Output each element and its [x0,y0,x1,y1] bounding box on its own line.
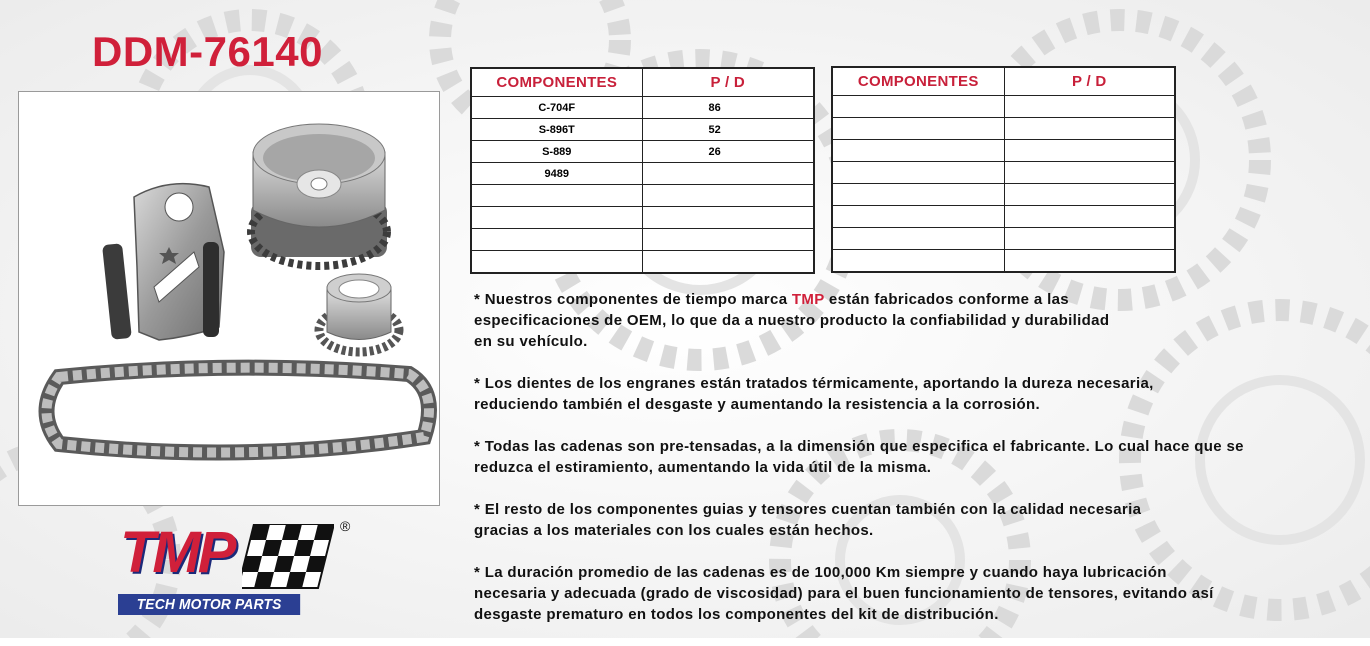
logo-wordmark: TMP [120,520,234,585]
crankshaft-sprocket [319,274,399,352]
table-row [471,141,814,163]
component-cell: S-896T [471,119,642,141]
table-row [471,119,814,141]
table-row [832,250,1175,273]
timing-chain [47,368,430,453]
table-row [471,163,814,185]
component-cell [471,185,642,207]
table-row [471,251,814,274]
product-photo [18,91,440,506]
table-row [832,140,1175,162]
checkered-flag-icon [242,524,334,590]
table-row [471,229,814,251]
pd-cell [1004,184,1175,206]
pd-cell [1004,228,1175,250]
note-heat-treatment: * Los dientes de los engranes están tratados térmicamente, aportando la dureza necesaria, reduciendo también el desgaste y aumentando la resistencia a la corrosión. [474,375,1154,413]
column-header-pd: P / D [642,68,814,97]
pd-cell [1004,96,1175,118]
component-cell [832,228,1004,250]
pd-cell [642,185,814,207]
note-brand-name: TMP [791,291,825,308]
table-row [471,97,814,119]
note-guides-tensioners: * El resto de los componentes guias y tensores cuentan también con la calidad necesaria gracias a los materiales con los cuales están hechos. [474,501,1142,539]
table-row [832,96,1175,118]
table-row [471,207,814,229]
product-notes [474,289,1364,646]
table-row [832,162,1175,184]
component-cell [832,184,1004,206]
component-cell [832,118,1004,140]
component-cell [832,250,1004,273]
pd-cell: 52 [642,119,814,141]
note-chain-durability: * La duración promedio de las cadenas es de 100,000 Km siempre y cuando haya lubricación necesaria y adecuada (grado de viscosidad) para el buen funcionamiento de tensores, evitando así desgaste prematuro en todos los componentes del kit de distribución. [474,564,1214,623]
component-cell [832,206,1004,228]
pd-cell [1004,162,1175,184]
note-pre-tensioned-chains: * Todas las cadenas son pre-tensadas, a la dimensión que especifica el fabricante. Lo cual hace que se reduzca el estiramiento, aumentando la vida útil de la misma. [474,438,1244,476]
component-cell: S-889 [471,141,642,163]
components-table-left [470,67,815,274]
component-cell [832,96,1004,118]
component-cell [832,140,1004,162]
pd-cell [642,163,814,185]
table-header-row [832,67,1175,96]
pd-cell [1004,118,1175,140]
table-row [832,184,1175,206]
pd-cell: 26 [642,141,814,163]
components-table-right [831,66,1176,273]
part-number-title: DDM-76140 [92,28,323,75]
note-oem-specs [474,289,1364,352]
component-cell [471,229,642,251]
table-row [471,185,814,207]
tmp-logo [118,518,358,618]
tensioner-guide [102,184,224,340]
table-row [832,118,1175,140]
registered-mark: ® [340,518,351,534]
component-cell: C-704F [471,97,642,119]
pd-cell [642,229,814,251]
camshaft-sprocket [251,124,387,266]
pd-cell [1004,250,1175,273]
column-header-pd: P / D [1004,67,1175,96]
pd-cell: 86 [642,97,814,119]
note-text: * Nuestros componentes de tiempo marca [474,291,792,308]
table-row [832,228,1175,250]
component-cell [832,162,1004,184]
column-header-componentes: COMPONENTES [832,67,1004,96]
table-header-row [471,68,814,97]
component-cell [471,251,642,274]
table-row [832,206,1175,228]
pd-cell [1004,140,1175,162]
column-header-componentes: COMPONENTES [471,68,642,97]
note-text: están fabricados conforme a las especificaciones de OEM, lo que da a nuestro producto la confiabilidad y durabilidad en su vehículo. [474,291,1110,350]
pd-cell [1004,206,1175,228]
logo-tagline: TECH MOTOR PARTS [118,594,300,615]
component-cell: 9489 [471,163,642,185]
pd-cell [642,207,814,229]
pd-cell [642,251,814,274]
component-cell [471,207,642,229]
